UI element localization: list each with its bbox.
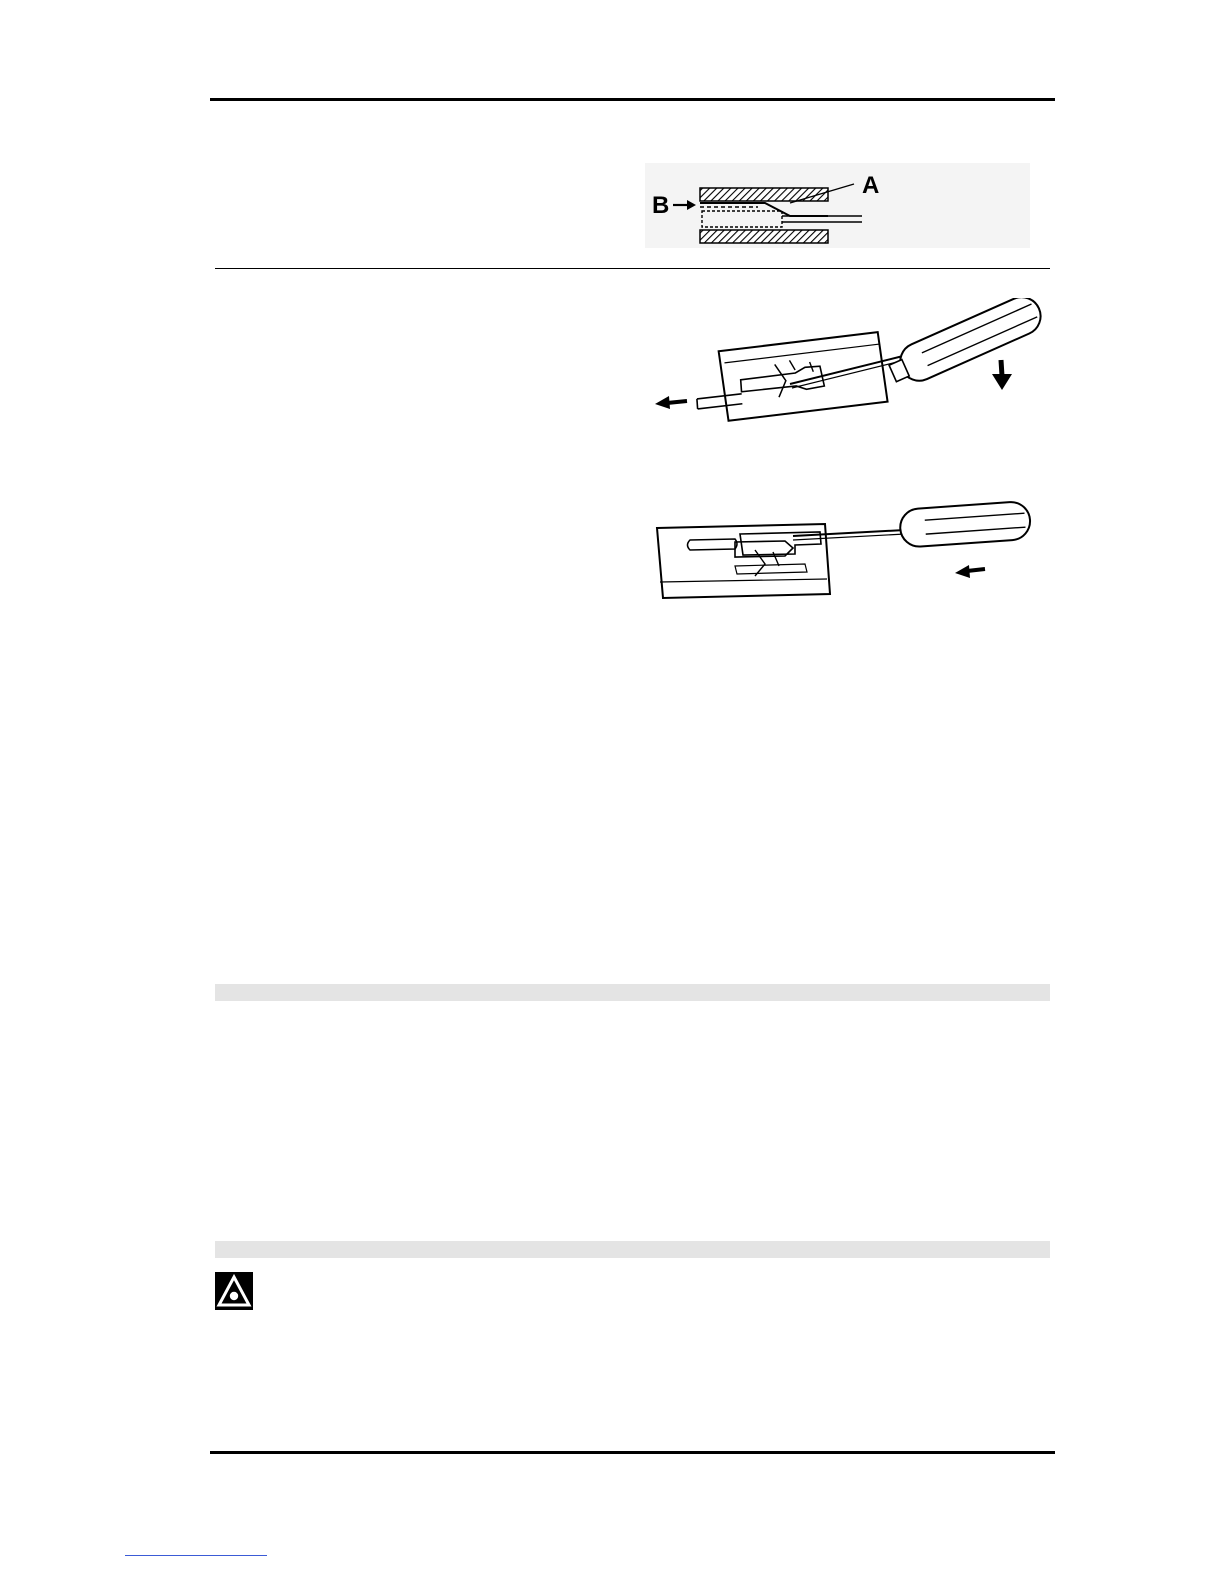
callout-label-a: A	[862, 172, 880, 199]
section-divider	[215, 268, 1050, 269]
warning-triangle-icon	[215, 1272, 253, 1310]
terminal-release-diagram	[645, 298, 1045, 428]
pull-left-arrow-icon	[655, 396, 687, 409]
terminal-section-figure	[640, 158, 1040, 253]
press-down-arrow-icon	[992, 360, 1012, 390]
push-left-arrow-icon	[955, 565, 985, 578]
terminal-section-diagram	[640, 158, 1040, 253]
callout-label-b: B	[652, 192, 670, 219]
section-header-band	[215, 1241, 1050, 1258]
terminal-release-figure	[645, 298, 1045, 428]
footer-rule	[210, 1451, 1055, 1454]
footer-link[interactable]	[125, 1555, 267, 1556]
section-header-band	[215, 984, 1050, 1001]
terminal-insert-diagram	[655, 492, 1045, 607]
terminal-insert-figure	[655, 492, 1045, 607]
header-rule	[210, 98, 1055, 101]
